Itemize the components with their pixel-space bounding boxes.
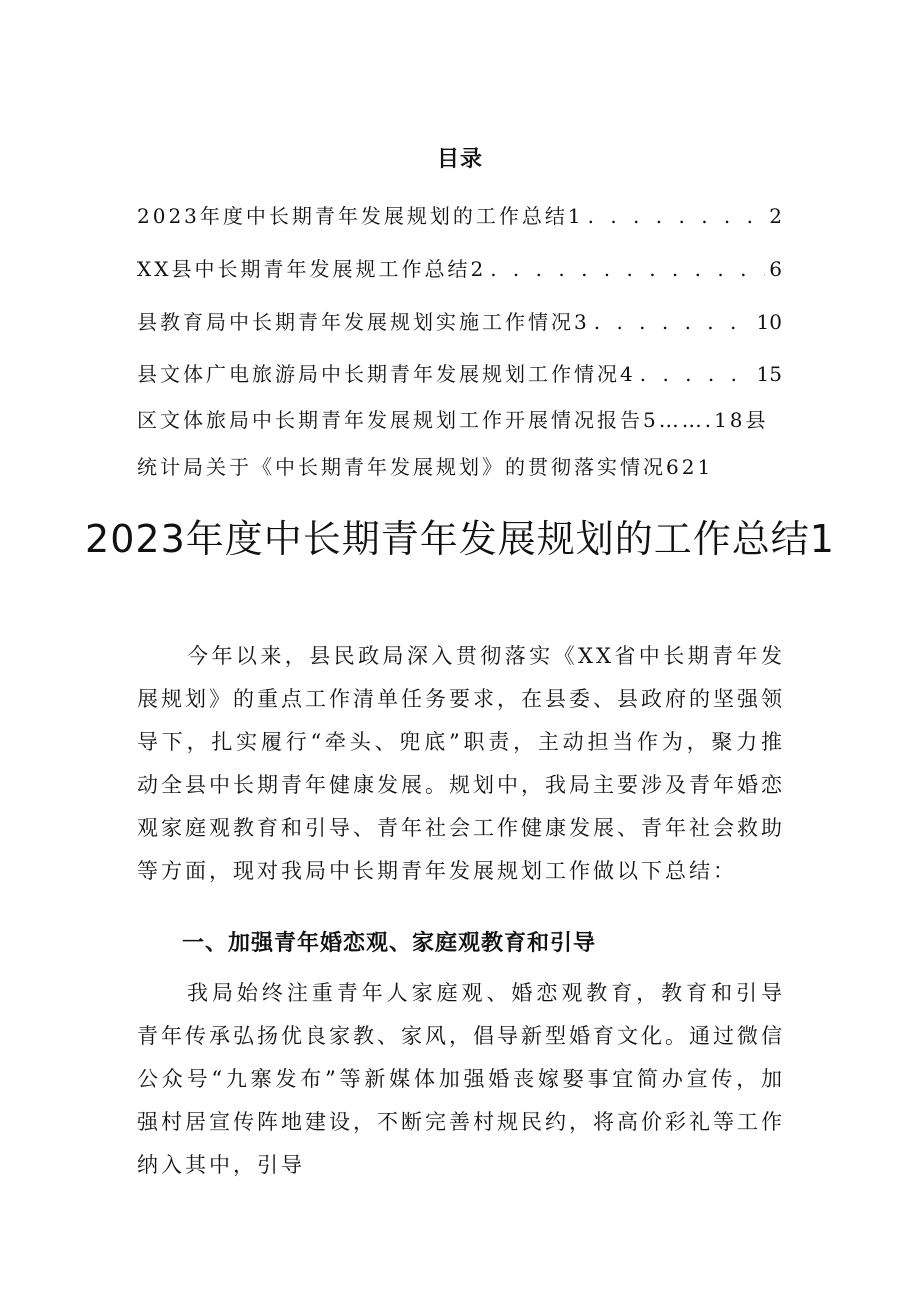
toc-entry-line5[interactable]: 区文体旅局中长期青年发展规划工作开展情况报告5…….18县: [137, 408, 769, 432]
toc-heading: 目录: [436, 147, 483, 172]
toc-leader-dots: [490, 257, 765, 281]
toc-entry[interactable]: [137, 306, 782, 336]
toc-entry-page: 6: [769, 257, 782, 281]
toc-entry-title: 县教育局中长期青年发展规划实施工作情况3: [137, 310, 590, 334]
article-title: 2023年度中长期青年发展规划的工作总结1: [85, 517, 835, 561]
toc-entry-title: 县文体广电旅游局中长期青年发展规划工作情况4: [137, 362, 636, 386]
toc-entry[interactable]: [137, 253, 782, 283]
toc-entry-page: 10: [756, 310, 782, 334]
toc-entry-line6[interactable]: 统计局关于《中长期青年发展规划》的贯彻落实情况621: [137, 455, 714, 479]
toc-entry-page: 2: [769, 204, 782, 228]
toc-entry[interactable]: [137, 358, 782, 388]
intro-paragraph: 今年以来，县民政局深入贯彻落实《XX省中长期青年发展规划》的重点工作清单任务要求，在县委、县政府的坚强领导下，扎实履行“牵头、兜底”职责，主动担当作为，聚力推动全县中长期青年健康发展。规划中，我局主要涉及青年婚恋观家庭观教育和引导、青年社会工作健康发展、青年社会救助等方面，现对我局中长期青年发展规划工作做以下总结：: [137, 644, 785, 883]
toc-leader-dots: [640, 362, 753, 386]
toc-entry-page: 15: [756, 362, 782, 386]
section-heading: 一、加强青年婚恋观、家庭观教育和引导: [182, 931, 597, 956]
toc-entry[interactable]: [137, 200, 782, 230]
section-body: 我局始终注重青年人家庭观、婚恋观教育，教育和引导青年传承弘扬优良家教、家风，倡导新型婚育文化。通过微信公众号“九寨发布”等新媒体加强婚丧嫁娶事宜简办宣传，加强村居宣传阵地建设，不断完善村规民约，将高价彩礼等工作纳入其中，引导: [137, 981, 785, 1177]
toc-leader-dots: [594, 310, 753, 334]
toc-entry-title: 2023年度中长期青年发展规划的工作总结1: [137, 204, 584, 228]
toc-leader-dots: [588, 204, 766, 228]
toc-entry-title: XX县中长期青年发展规工作总结2: [137, 257, 487, 281]
